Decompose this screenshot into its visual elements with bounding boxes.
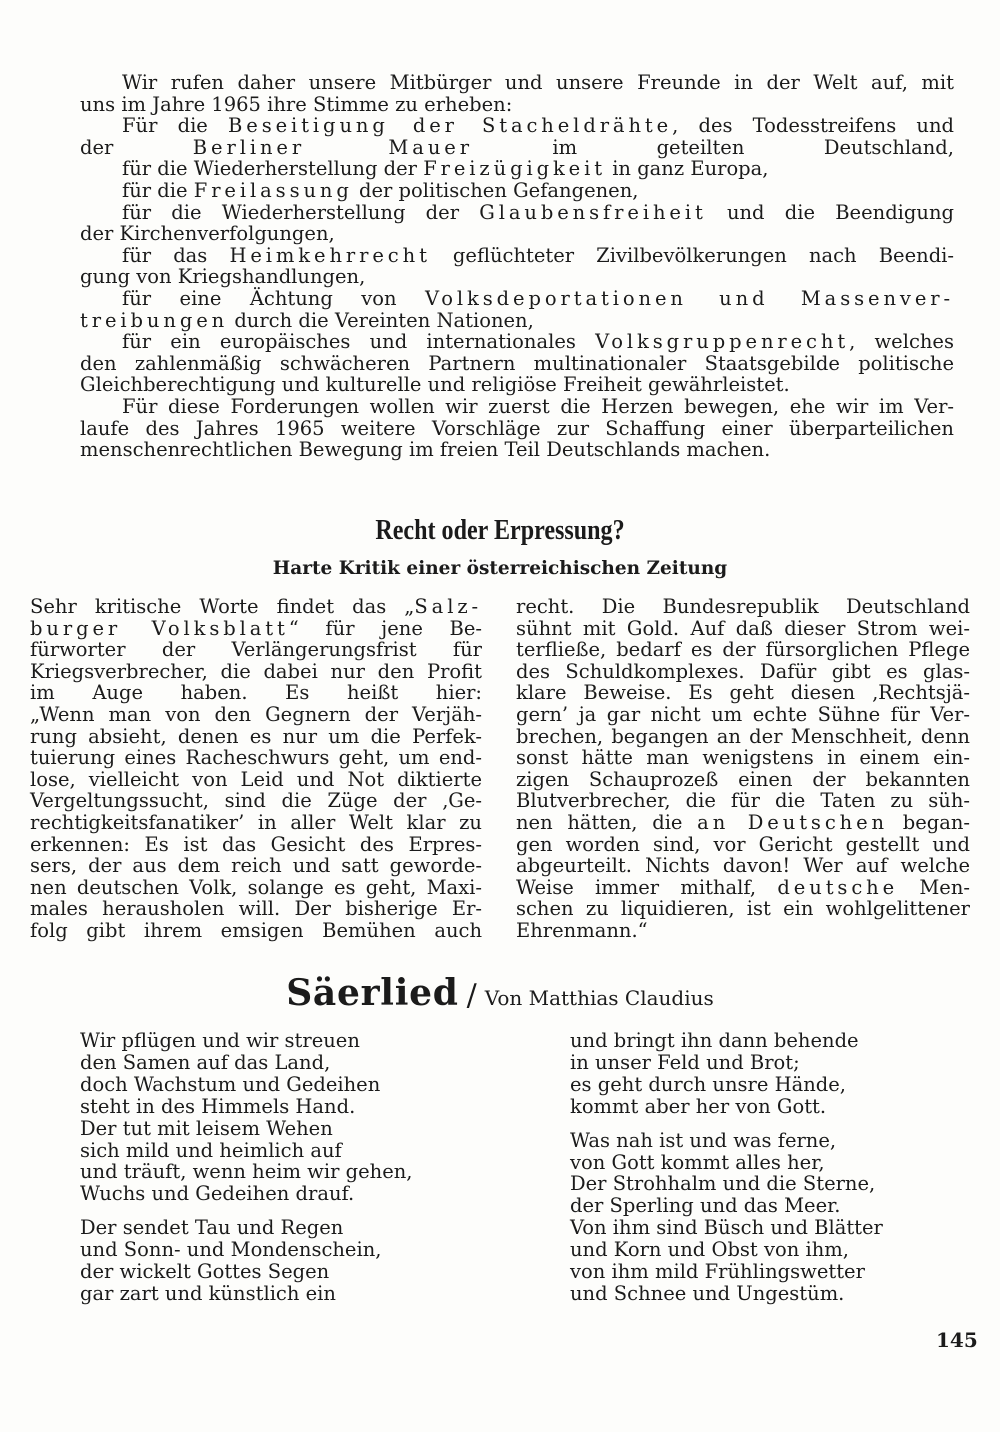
intro-section: [80, 72, 954, 461]
line-text: zigen Schauprozeß einen der bekannten: [516, 767, 970, 791]
article-line: [30, 920, 482, 942]
line-text: fürworter der Verlängerungsfrist für: [30, 638, 482, 662]
line-text: der politischen Gefangenen,: [352, 178, 639, 202]
article-line: [30, 661, 482, 683]
poem-line: steht in des Himmels Hand.: [80, 1094, 356, 1118]
line-text: “ für jene Be-: [288, 616, 482, 640]
article-line: [516, 682, 970, 704]
line-text: Für die: [122, 114, 229, 138]
poem-line: und Sonn- und Mondenschein,: [80, 1238, 382, 1262]
demand-line: [80, 288, 954, 310]
line-text: sers, der aus dem reich und satt geworde-: [30, 854, 482, 878]
spaced-emphasis: Volksgruppenrecht: [595, 330, 850, 354]
demand-line: [80, 266, 954, 288]
poem-line: es geht durch unsre Hände,: [570, 1072, 846, 1096]
poem-line: Der sendet Tau und Regen: [80, 1216, 344, 1240]
line-text: in ganz Europa,: [606, 157, 769, 181]
article-line: [516, 726, 970, 748]
poem-line: von ihm mild Frühlingswetter: [570, 1260, 865, 1284]
spaced-emphasis: burger Volksblatt: [30, 616, 289, 640]
poem-line: Der Strohhalm und die Sterne,: [570, 1172, 876, 1196]
spaced-emphasis: Glaubensfreiheit: [479, 200, 707, 224]
article-line: [30, 790, 482, 812]
article-line: [30, 769, 482, 791]
article-line: [30, 898, 482, 920]
line-text: für die Wiederherstellung der: [122, 200, 480, 224]
line-text: gern’ ja gar nicht um echte Sühne für Ver-: [516, 702, 970, 726]
line-text: Men-: [898, 875, 970, 899]
article-line: [516, 639, 970, 661]
line-text: gen worden sind, vor Gericht gestellt und: [516, 832, 970, 856]
poem-line: der Sperling und das Meer.: [570, 1194, 841, 1218]
line-text: durch die Vereinten Nationen,: [228, 308, 534, 332]
line-text: Weise immer mithalf,: [516, 875, 778, 899]
article-line: [30, 812, 482, 834]
line-text: lose, vielleicht von Leid und Not diktierte: [30, 767, 482, 791]
line-text: Ehrenmann.“: [516, 918, 648, 942]
spaced-emphasis: deutsche: [777, 875, 899, 899]
line-text: im Auge haben. Es heißt hier:: [30, 681, 482, 705]
spaced-emphasis: Beseitigung der Stacheldrähte: [228, 114, 673, 138]
poem-stanza: [570, 1030, 883, 1118]
line-text: began-: [888, 810, 970, 834]
line-text: des Schuldkomplexes. Dafür gibt es glas-: [516, 659, 970, 683]
article-right-column: [516, 596, 970, 942]
article-line: [30, 618, 482, 640]
demand-line: [80, 353, 954, 375]
article-line: [30, 596, 482, 618]
article-line: [516, 834, 970, 856]
closing-line: laufe des Jahres 1965 weitere Vorschläge zur Schaffung einer überparteilichen: [80, 416, 954, 440]
line-text: rechtigkeitsfanatiker’ in aller Welt klar zu: [30, 810, 482, 834]
poem-left-column: [80, 1030, 413, 1317]
page-number: 145: [936, 1328, 978, 1352]
line-text: erkennen: Es ist das Gesicht des Erpres-: [30, 832, 482, 856]
spaced-emphasis: Heimkehrrecht: [229, 243, 431, 267]
line-text: für eine Ächtung von: [122, 286, 426, 310]
demand-line: [80, 115, 954, 137]
article-title: Recht oder Erpressung?: [375, 515, 625, 546]
article-line: [516, 596, 970, 618]
poem-stanza: [570, 1130, 883, 1305]
article-line: [30, 855, 482, 877]
article-line: [30, 704, 482, 726]
article-line: [30, 877, 482, 899]
line-text: males herausholen will. Der bisherige Er-: [30, 897, 482, 921]
line-text: nen deutschen Volk, solange es geht, Maxi-: [30, 875, 482, 899]
demand-line: [80, 158, 954, 180]
line-text: der Kirchenverfolgungen,: [80, 222, 335, 246]
demand-line: [80, 331, 954, 353]
line-text: terfließe, bedarf es der fürsorglichen Pflege: [516, 638, 970, 662]
spaced-emphasis: an Deutschen: [697, 810, 889, 834]
demand-line: [80, 374, 954, 396]
line-text: Sehr kritische Worte findet das „: [30, 595, 415, 618]
poem-line: kommt aber her von Gott.: [570, 1094, 827, 1118]
line-text: folg gibt ihrem emsigen Bemühen auch: [30, 918, 482, 942]
line-text: für das: [122, 243, 230, 267]
line-text: Gleichberechtigung und kulturelle und religiöse Freiheit gewährleistet.: [80, 373, 790, 397]
poem-line: den Samen auf das Land,: [80, 1050, 331, 1074]
spaced-emphasis: treibungen: [80, 308, 229, 332]
poem-line: Der tut mit leisem Wehen: [80, 1116, 333, 1140]
line-text: „Wenn man von den Gegnern der Verjäh-: [30, 702, 482, 726]
line-text: klare Beweise. Es geht diesen ‚Rechtsjä-: [516, 681, 970, 705]
poem-line: der wickelt Gottes Segen: [80, 1260, 330, 1284]
poem-line: sich mild und heimlich auf: [80, 1138, 342, 1162]
article-line: [30, 747, 482, 769]
poem-line: und bringt ihn dann behende: [570, 1029, 859, 1052]
line-text: nen hätten, die: [516, 810, 698, 834]
poem-line: und Korn und Obst von ihm,: [570, 1238, 849, 1262]
article-line: [516, 920, 970, 942]
line-text: Vergeltungssucht, sind die Züge der ‚Ge-: [30, 789, 482, 813]
line-text: Kriegsverbrecher, die dabei nur den Profit: [30, 659, 482, 683]
demand-line: [80, 180, 954, 202]
closing-line: Für diese Forderungen wollen wir zuerst die Herzen bewegen, ehe wir im Ver-: [122, 394, 954, 418]
line-text: tuierung eines Racheschwurs geht, um end-: [30, 746, 482, 770]
line-text: , welches: [849, 330, 954, 354]
article-left-column: [30, 596, 482, 942]
poem-line: und Schnee und Ungestüm.: [570, 1281, 845, 1305]
closing-line: menschenrechtlichen Bewegung im freien Teil Deutschlands machen.: [80, 438, 771, 462]
spaced-emphasis: Salz-: [414, 595, 482, 618]
intro-line: Wir rufen daher unsere Mitbürger und unsere Freunde in der Welt auf, mit: [122, 71, 954, 94]
poem-stanza: [80, 1217, 413, 1305]
article-line: [516, 769, 970, 791]
article-line: [516, 812, 970, 834]
article-line: [516, 898, 970, 920]
poem-line: doch Wachstum und Gedeihen: [80, 1072, 381, 1096]
spaced-emphasis: Volksdeportationen und Massenver-: [425, 286, 954, 310]
poem-title: Säerlied: [286, 972, 459, 1014]
article-subtitle: Harte Kritik einer österreichischen Zeitung: [272, 558, 728, 579]
article-line: [516, 661, 970, 683]
article-line: [30, 834, 482, 856]
line-text: rung absieht, denen es nur um die Perfek-: [30, 724, 482, 748]
poem-title-separator: /: [466, 978, 477, 1013]
article-line: [516, 877, 970, 899]
poem-author: Von Matthias Claudius: [484, 986, 714, 1010]
line-text: geflüchteter Zivilbevölkerungen nach Beendi-: [430, 243, 954, 267]
article-line: [516, 747, 970, 769]
demand-line: [80, 223, 954, 245]
line-text: für ein europäisches und internationales: [122, 330, 596, 354]
line-text: brechen, begangen an der Menschheit, denn: [516, 724, 970, 748]
demands-list: [80, 115, 954, 396]
poem-stanza: [80, 1030, 413, 1205]
spaced-emphasis: Freilassung: [193, 178, 353, 202]
demand-line: [80, 310, 954, 332]
article-line: [516, 704, 970, 726]
article-line: [30, 639, 482, 661]
poem-line: Was nah ist und was ferne,: [570, 1128, 837, 1152]
line-text: sühnt mit Gold. Auf daß dieser Strom wei-: [516, 616, 970, 640]
spaced-emphasis: Berliner Mauer: [192, 135, 473, 159]
article-line: [516, 855, 970, 877]
article-line: [516, 790, 970, 812]
poem-heading: [0, 972, 1000, 1014]
line-text: schen zu liquidieren, ist ein wohlgelittener: [516, 897, 970, 921]
line-text: recht. Die Bundesrepublik Deutschland: [516, 595, 970, 618]
demand-line: [80, 137, 954, 159]
line-text: der: [80, 135, 193, 159]
article-line: [30, 726, 482, 748]
line-text: gung von Kriegshandlungen,: [80, 265, 366, 289]
line-text: den zahlenmäßig schwächeren Partnern multinationaler Staatsgebilde politische: [80, 351, 954, 375]
poem-line: in unser Feld und Brot;: [570, 1050, 800, 1074]
line-text: im geteilten Deutschland,: [472, 135, 954, 159]
line-text: Blutverbrecher, die für die Taten zu süh-: [516, 789, 970, 813]
poem-line: von Gott kommt alles her,: [570, 1150, 825, 1174]
line-text: sonst hätte man wenigstens in einem ein-: [516, 746, 970, 770]
poem-line: Von ihm sind Büsch und Blätter: [570, 1216, 883, 1240]
line-text: , des Todesstreifens und: [672, 114, 954, 138]
line-text: für die Wiederherstellung der: [122, 157, 424, 181]
poem-line: und träuft, wenn heim wir gehen,: [80, 1160, 413, 1184]
intro-line: uns im Jahre 1965 ihre Stimme zu erheben:: [80, 92, 513, 116]
line-text: für die: [122, 178, 194, 202]
demand-line: [80, 202, 954, 224]
poem-line: gar zart und künstlich ein: [80, 1281, 336, 1305]
article-line: [516, 618, 970, 640]
poem-line: Wir pflügen und wir streuen: [80, 1029, 360, 1052]
line-text: und die Beendigung: [706, 200, 954, 224]
poem-line: Wuchs und Gedeihen drauf.: [80, 1182, 355, 1206]
poem-right-column: [570, 1030, 883, 1317]
demand-line: [80, 245, 954, 267]
line-text: abgeurteilt. Nichts davon! Wer auf welche: [516, 854, 970, 878]
article-line: [30, 682, 482, 704]
spaced-emphasis: Freizügigkeit: [423, 157, 606, 181]
